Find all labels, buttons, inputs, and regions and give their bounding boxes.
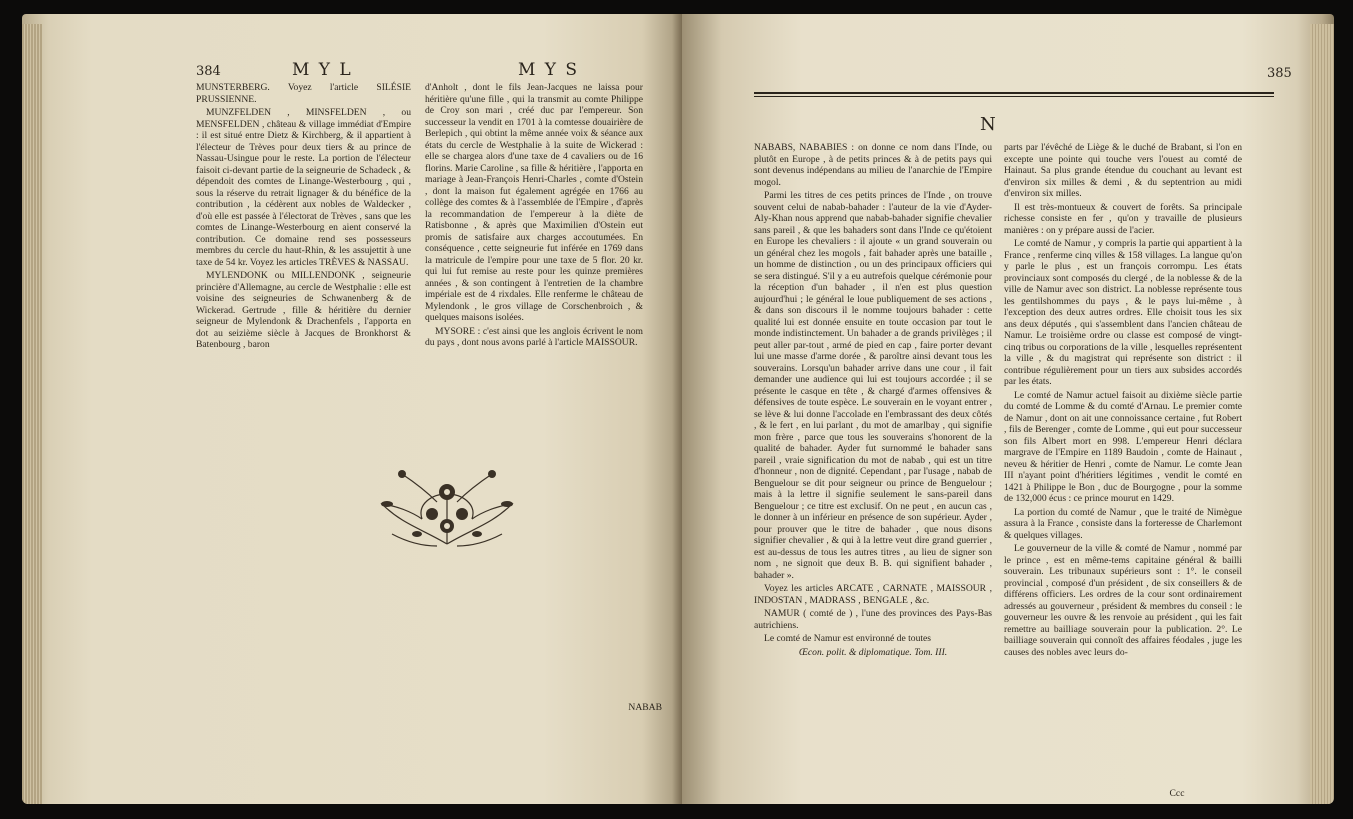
running-header-left: M Y L — [292, 60, 353, 80]
namur-resources: Il est très-montueux & couvert de forêts. Sa principale richesse consiste en fer , qu'on y travaille de plusieurs manières : on y prépare aussi de l'acier. — [1004, 201, 1242, 236]
page-number-left: 384 — [196, 64, 221, 79]
namur-history: Le comté de Namur actuel faisoit au dixième siècle partie du comté de Lomme & du comté d'Arnau. Le premier comte de Namur , dont on ait une connoissance certaine , fut Robert , fils de Berenger , comte de Lomme , qui eut pour successeur son fils Albert mort en 998. L'empereur Henri déclara margrave de l'Empire en 1189 Baudoin , comte de Hainaut , neveu & héritier de Henri , comte de Namur. Le comte Jean III n'ayant point d'héritiers légitimes , vendit le comté en 1421 à Philippe le Bon , duc de Bourgogne , pour la somme de 132,000 écus : ce prince mourut en 1429. — [1004, 389, 1242, 504]
right-page — [682, 14, 1334, 804]
page-edges-right — [1310, 24, 1334, 804]
header-rule-thin — [754, 96, 1274, 97]
right-column-2 — [1004, 142, 1242, 660]
namur-governor: Le gouverneur de la ville & comté de Namur , nommé par le prince , est en même-tems capitaine général & bailli souverain. Les tribunaux supérieurs sont : 1°. le conseil provincial , composé d'un président , de six conseillers & de différens officiers. Les ordres de la cour sont ordinairement adressés au gouverneur , président & membres du conseil : le gouverneur les ouvre & les renvoie au président , qui les fait remettre au bailliage souverain pour la publication. 2°. Le bailliage souverain qui connoît des affaires féodales , juge les causes des nobles avec leurs do- — [1004, 543, 1242, 658]
entry-nabab-bahader: Parmi les titres de ces petits princes de l'Inde , on trouve souvent celui de nabab-bahader : l'auteur de la vie d'Ayder-Aly-Khan nous apprend que nabab-bahader signifie chevalier sans pareil , & que les bahaders sont dans l'Inde ce qu'étoient en Europe les chevaliers : il ajoute « un grand souverain ou un général chez les mogols , fait bahader après une bataille , un homme de distinction , ou un des principaux officiers qui se sera distingué. S'il y a eu autrefois quelque cérémonie pour la réception d'un bahader , il n'en est plus question aujourd'hui ; le général le loue publiquement de ses actions , & dans son discours il le nomme toujours bahader : cette qualité lui est donnée ensuite en toute occasion par tout le monde indistinctement. Un bahader a de grands privilèges ; il peut aller par-tout , armé de pied en cap , faire porter devant lui une masse d'arme dorée , & paroître ainsi devant tous les souverains. Lorsqu'un bahader arrive dans une cour , il fait demander une audience qui lui est toujours accordée ; il se présente le casque en tête , & chargé d'armes offensives & défensives de toute espèce. Le souverain en le voyant entrer , se lève & lui donne l'accolade en l'embrassant des deux côtés , & le fert , en lui parlant , du mot de amarlbay , qui signifie mon frère , parce que tous les souverains s'honorent de la qualité de bahader. Ayder fut surnommé le bahader sans pareil , vraie signification du mot de nabab , qui est un titre d'honneur , non de dignité. Cependant , par l'usage , nabab de Benguelour se dit pour seigneur ou prince de Benguelour ; mais à la lettre il signifie seulement le sans-pareil dans Benguelour ; ce titre est exclusif. On ne peut , en aucun cas , le donner à un inférieur en présence de son supérieur. Ayder , pour prouver que le titre de bahader , que nous disons signifier chevalier , & qui à la lettre veut dire grand guerrier , est au-dessus de tous les autres titres , au lieu de signer son nom , ne signoit que deux B. B. qui signifient bahader , bahader ». — [754, 190, 992, 581]
running-header-right: M Y S — [518, 60, 580, 80]
namur-france-portion: La portion du comté de Namur , que le traité de Nimègue assura à la France , consiste dans la forteresse de Charlemont & quelques villages. — [1004, 506, 1242, 541]
entry-mylendonk-continued: d'Anholt , dont le fils Jean-Jacques ne laissa pour héritière qu'une fille , qui la transmit au comte Philippe de Croy son mari , créé duc par l'empereur. Son successeur la vendit en 1701 à la comtesse douairière de Berlepich , qui obtint la même année voix & séance aux états du cercle de Westphalie à la suite de Wickerad : elle se chargea alors d'une taxe de 4 cavaliers ou de 16 florins. Marie Caroline , sa fille & héritière , l'apporta en mariage à Jean-François Henri-Charles , comte d'Ostein , dont la maison fut également agrégée en 1766 au collège des comtes & à l'assemblée de l'Empire , d'après la recommandation de l'empereur à la diète de Ratisbonne , & après que Maximilien d'Ostein eut promis de satisfaire aux charges accoutumées. En conséquence , cette seigneurie fut inférée en 1769 dans la matricule de l'empire pour une taxe de 5 flor. 20 kr. qui lui fut remise au reste pour les quinze premières années , & son contingent à l'entretien de la chambre impériale est de 4 rixdales. Elle renferme le château de Mylendonk , le gros village de Corschenbroich , & quelques maisons isolées. — [425, 82, 643, 323]
section-letter: N — [980, 114, 996, 135]
signature-mark: Ccc — [1169, 788, 1185, 799]
namur-borders: parts par l'évêché de Liège & le duché de Brabant, si l'on en excepte une pointe qui touche vers l'ouest au comté de Hainaut. Sa plus grande étendue du couchant au levant est d'environ six milles & demi , & du septentrion au midi d'environ six milles. — [1004, 142, 1242, 199]
floral-vignette-icon — [362, 434, 532, 554]
namur-villes: Le comté de Namur , y compris la partie qui appartient à la France , renferme cinq villes & 158 villages. La langue qu'on y parle le plus , est un françois corrompu. Les états provinciaux sont composés du clergé , de la noblesse & de la ville de Namur avec son district. La noblesse représente tous les gentilshommes du pays , & le pays lui-même , à l'exception des deux autres ordres. Elle choisit tous les six ans deux députés , qui s'assemblent dans l'ancien château de Namur. Le troisième ordre ou classe est composé de vingt-cinq tribus ou corporations de la ville , lesquelles représentent la ville , & du magistrat qui représente son district : il contribue régulièrement pour un tiers aux subsides accordés par les états. — [1004, 238, 1242, 387]
entry-nababs: NABABS, NABABIES : on donne ce nom dans l'Inde, ou plutôt en Europe , à de petits princes & à de petits pays qui sont devenus indépendans au milieu de l'anarchie de l'Empire mogol. — [754, 142, 992, 188]
page-edges-left — [22, 24, 42, 804]
entry-namur-start: Le comté de Namur est environné de toutes — [764, 633, 932, 644]
right-column-1 — [754, 142, 992, 660]
entry-mylendonk: MYLENDONK ou MILLENDONK , seigneurie princière d'Allemagne, au cercle de Westphalie : elle est voisine des seigneuries de Schwanenberg & de Wickerad. Gertrude , fille & héritière du dernier seigneur de Mylendonk & Drachenfels , l'apporta en dot au seizième siècle à Jacques de Bronkhorst & Batenbourg , baron — [196, 270, 411, 350]
entry-munzfelden: MUNZFELDEN , MINSFELDEN , ou MENSFELDEN , château & village immédiat d'Empire : il est situé entre Dietz & Kirchberg, & il appartient à l'électeur de Trèves pour deux tiers & au prince de Nassau-Usingue pour le reste. La portion de l'électeur faisoit ci-devant partie de la seigneurie de Schadeck , & dépendoit des comtes de Linange-Westerbourg , qui , sous la réserve du retrait lignager & du bénéfice de la contribution , la cédèrent aux nobles de Waldecker , d'où elle est passée à l'électorat de Trèves , sans que les comtes de Linange-Westerbourg en aient conservé la contribution. Ce domaine rend ses possesseurs membres du cercle du haut-Rhin, & les assujettit à une taxe de 54 kr. Voyez les articles TRÈVES & NASSAU. — [196, 107, 411, 268]
left-column-1 — [196, 82, 411, 353]
volume-footer: Œcon. polit. & diplomatique. Tom. III. — [798, 646, 948, 658]
page-number-right: 385 — [1267, 66, 1292, 81]
header-rule — [754, 92, 1274, 94]
see-also-articles: Voyez les articles ARCATE , CARNATE , MAISSOUR , INDOSTAN , MADRASS , BENGALE , &c. — [754, 583, 992, 606]
entry-munsterberg: MUNSTERBERG. Voyez l'article SILÉSIE PRUSSIENNE. — [196, 82, 411, 105]
entry-mysore: MYSORE : c'est ainsi que les anglois écrivent le nom du pays , dont nous avons parlé à l'article MAISSOUR. — [425, 325, 643, 348]
entry-namur: NAMUR ( comté de ) , l'une des provinces des Pays-Bas autrichiens. — [754, 608, 992, 631]
left-page — [22, 14, 682, 804]
open-book — [22, 14, 1334, 812]
left-column-2 — [425, 82, 643, 351]
catchword: NABAB — [628, 702, 662, 713]
